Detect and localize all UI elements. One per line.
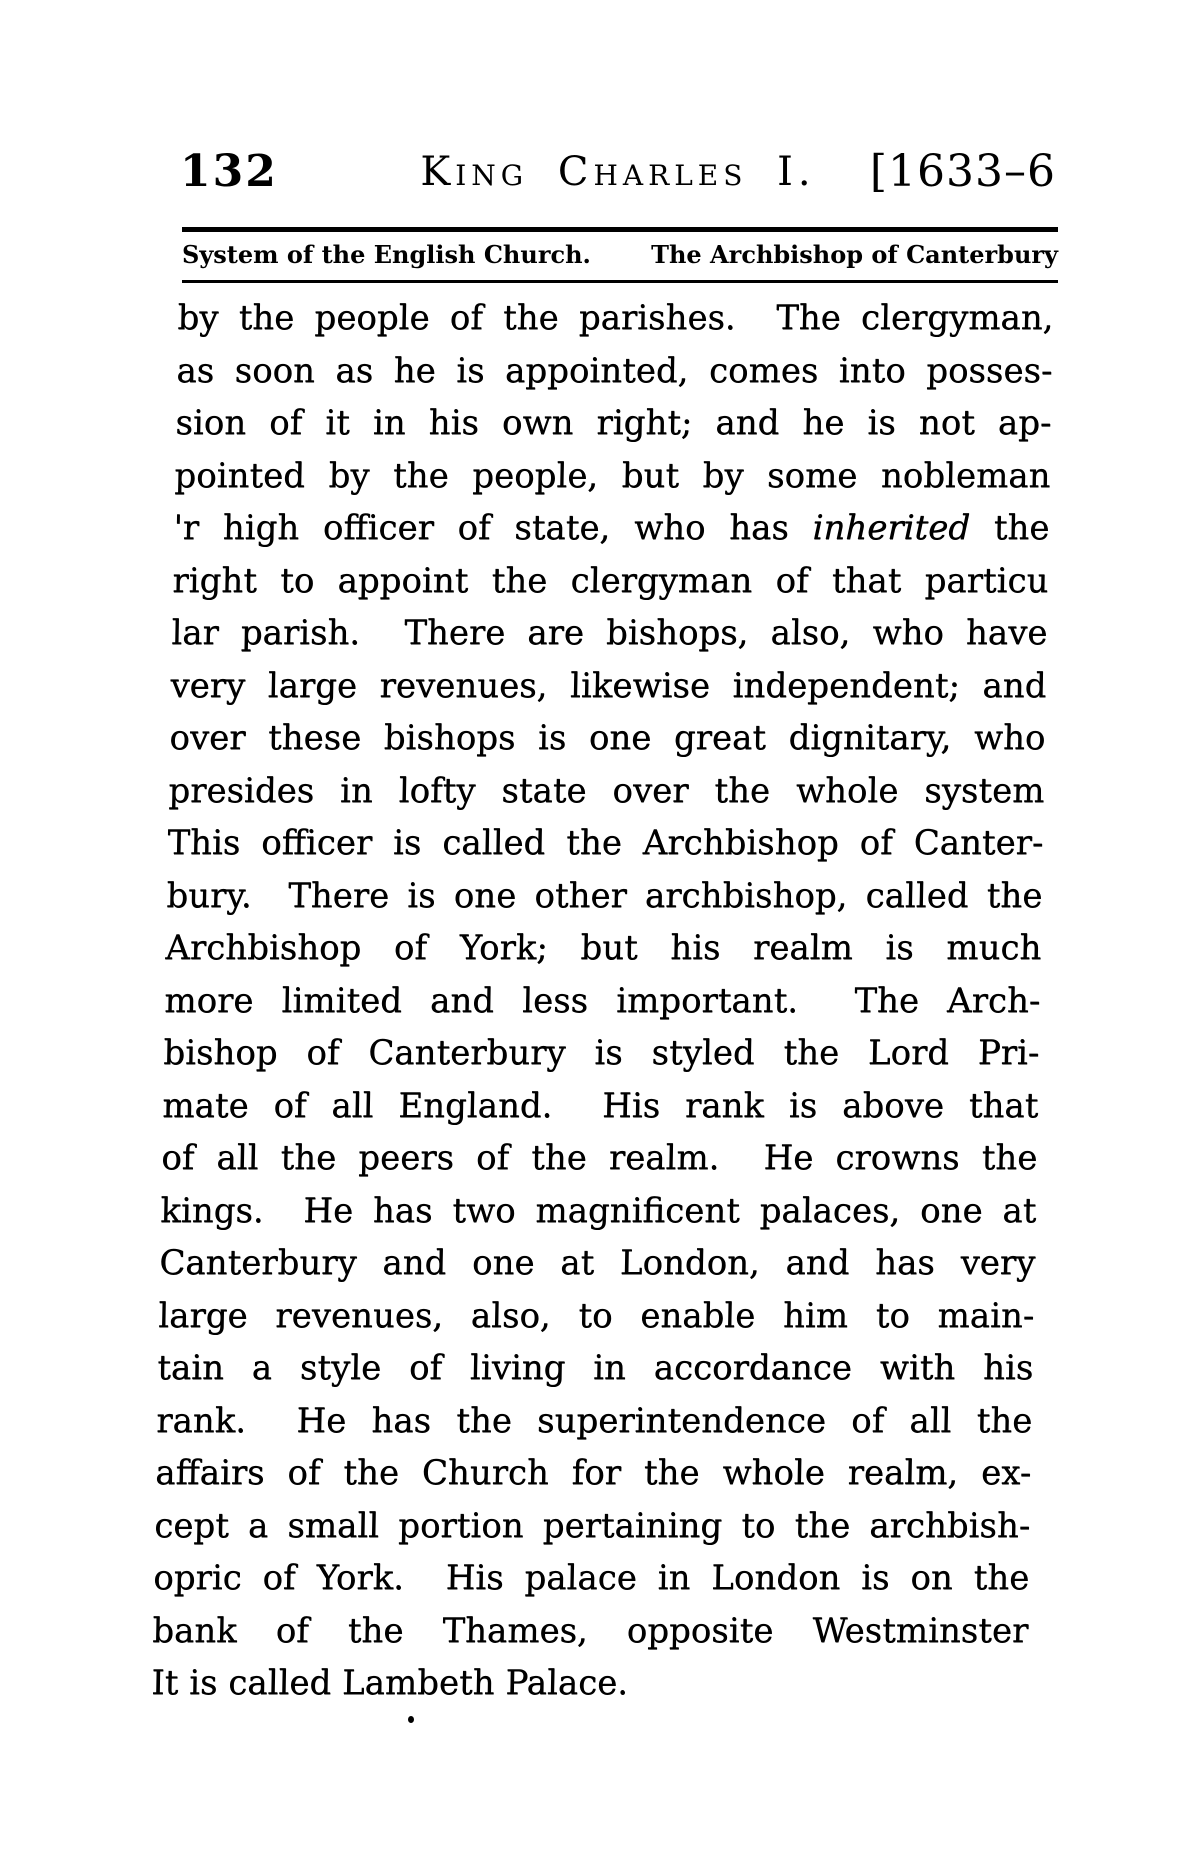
body-line: Archbishop of York; but his realm is much — [165, 928, 1042, 968]
body-line: over these bishops is one great dignitary, who — [169, 718, 1046, 758]
page-number: 132 — [180, 146, 278, 197]
date-range: [1633–6 — [869, 146, 1056, 197]
header-rule-thick — [182, 227, 1058, 232]
section-head-left: System of the English Church. — [182, 240, 591, 269]
ink-speck — [408, 1716, 414, 1723]
body-line: mate of all England. His rank is above that — [161, 1085, 1039, 1126]
body-line: sion of it in his own right; and he is not ap- — [175, 403, 1052, 443]
body-line: lar parish. There are bishops, also, who have — [171, 613, 1048, 653]
body-line: affairs of the Church for the whole realm, ex- — [154, 1453, 1032, 1493]
body-line: bishop of Canterbury is styled the Lord Pri- — [163, 1033, 1040, 1073]
body-line: opric of York. His palace in London is on the — [152, 1558, 1030, 1598]
body-text — [151, 292, 1054, 1710]
body-line: by the people of the parishes. The clergyman, — [177, 298, 1054, 338]
body-line: Canterbury and one at London, and has very — [158, 1243, 1036, 1283]
body-line: more limited and less important. The Arch- — [164, 980, 1041, 1021]
body-line: very large revenues, likewise independent; and — [170, 665, 1047, 706]
body-line: bury. There is one other archbishop, called the — [166, 875, 1043, 916]
body-line: cept a small portion pertaining to the archbish- — [153, 1505, 1031, 1546]
body-line: as soon as he is appointed, comes into posses- — [176, 350, 1053, 391]
running-title: King Charles I. — [420, 149, 816, 195]
body-line: kings. He has two magnificent palaces, one at — [159, 1190, 1037, 1231]
body-line: tain a style of living in accordance with his — [156, 1348, 1034, 1388]
page-header — [180, 146, 1056, 198]
body-line: large revenues, also, to enable him to main- — [157, 1295, 1035, 1336]
body-line: right to appoint the clergyman of that particu — [172, 560, 1049, 601]
section-heads — [182, 240, 1058, 269]
body-line: bank of the Thames, opposite Westminster — [151, 1610, 1029, 1651]
header-rule-thin — [182, 280, 1058, 283]
body-line: presides in lofty state over the whole system — [168, 770, 1045, 811]
body-line: of all the peers of the realm. He crowns the — [160, 1138, 1038, 1178]
body-line: rank. He has the superintendence of all the — [155, 1400, 1033, 1441]
body-line: pointed by the people, but by some nobleman — [174, 455, 1051, 496]
body-line: It is called Lambeth Palace. — [150, 1663, 629, 1703]
body-line: This officer is called the Archbishop of Canter- — [167, 823, 1044, 863]
body-line: 'r high officer of state, who has inherited the — [173, 508, 1050, 548]
section-head-right: The Archbishop of Canterbury — [651, 240, 1058, 269]
